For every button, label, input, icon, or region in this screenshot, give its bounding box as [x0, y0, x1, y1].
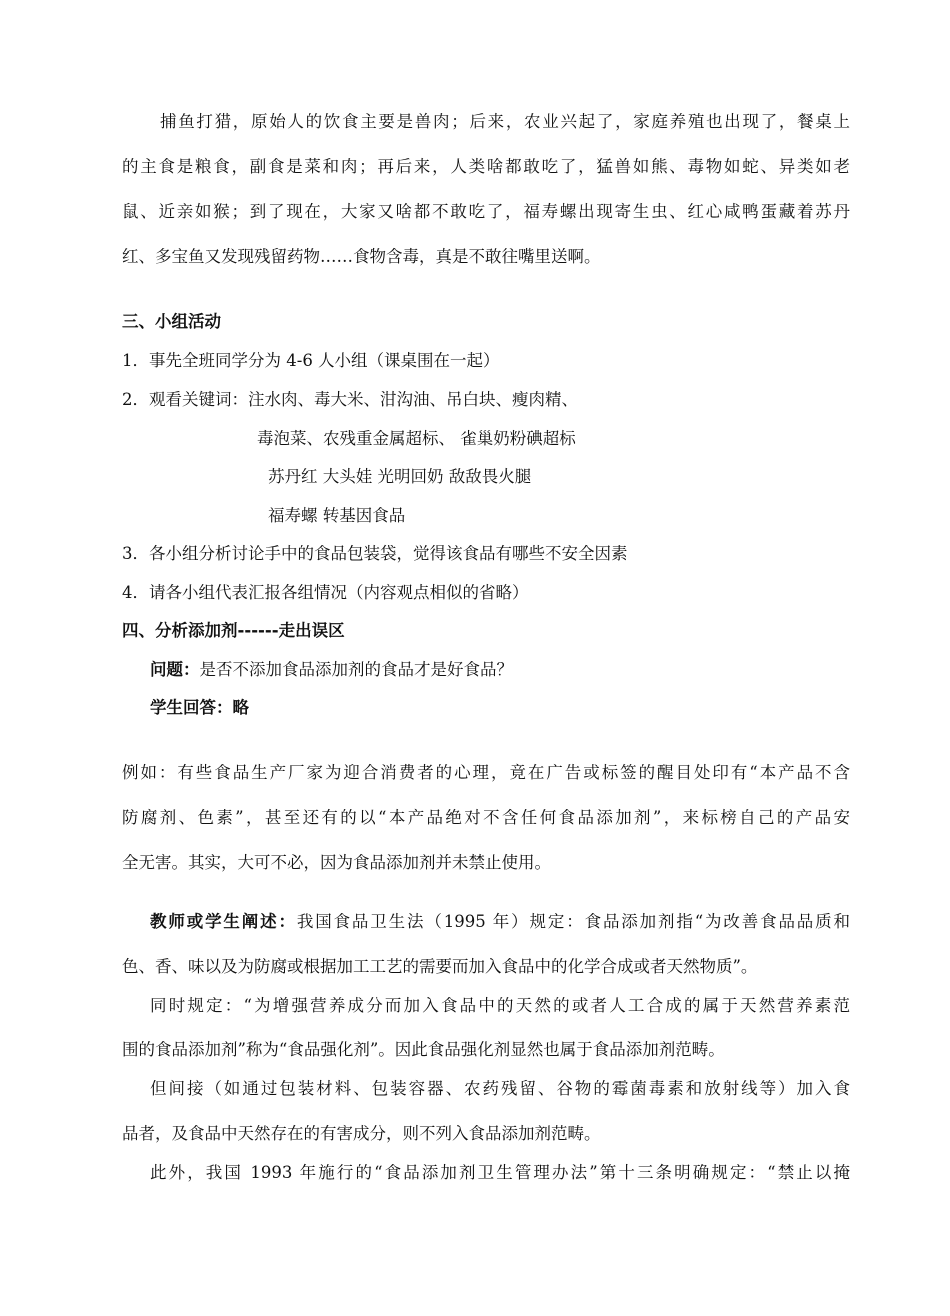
explanation-line-2: 色、香、味以及为防腐或根据加工工艺的需要而加入食品中的化学合成或者天然物质”。 [122, 957, 758, 976]
question-text: 是否不添加食品添加剂的食品才是好食品？ [199, 660, 513, 679]
section3-item-4: 4．请各小组代表汇报各组情况（内容观点相似的省略） [122, 583, 529, 602]
explanation-line-4: 围的食品添加剂”称为“食品强化剂”。因此食品强化剂显然也属于食品添加剂范畴。 [122, 1040, 725, 1059]
section3-keywords-4: 福寿螺 转基因食品 [268, 506, 406, 525]
explanation-line-1-text: 我国食品卫生法（1995 年）规定：食品添加剂指“为改善食品品质和 [296, 912, 851, 931]
section3-item-1: 1．事先全班同学分为 4-6 人小组（课桌围在一起） [122, 351, 500, 370]
explanation-line-7: 此外，我国 1993 年施行的“食品添加剂卫生管理办法”第十三条明确规定：“禁止以掩 [150, 1163, 850, 1182]
section4-heading: 四、分析添加剂------走出误区 [122, 621, 345, 640]
section3-keywords-3: 苏丹红 大头娃 光明回奶 敌敌畏火腿 [268, 467, 532, 486]
explanation-line-3: 同时规定：“为增强营养成分而加入食品中的天然的或者人工合成的属于天然营养素范 [150, 996, 850, 1015]
intro-line-2: 的主食是粮食，副食是菜和肉；再后来，人类啥都敢吃了，猛兽如熊、毒物如蛇、异类如老 [122, 157, 850, 176]
section3-heading: 三、小组活动 [122, 312, 221, 331]
intro-line-3: 鼠、近亲如猴；到了现在，大家又啥都不敢吃了，福寿螺出现寄生虫、红心咸鸭蛋藏着苏丹 [122, 202, 850, 221]
section3-item-3: 3．各小组分析讨论手中的食品包装袋，觉得该食品有哪些不安全因素 [122, 544, 628, 563]
section4-question [150, 659, 513, 681]
section4-answer: 学生回答：略 [150, 698, 249, 717]
example-line-1: 例如：有些食品生产厂家为迎合消费者的心理，竟在广告或标签的醒目处印有“本产品不含 [122, 763, 850, 782]
section3-keywords-2: 毒泡菜、农残重金属超标、 雀巢奶粉碘超标 [257, 429, 576, 448]
question-label: 问题： [150, 660, 200, 679]
explanation-line-6: 品者，及食品中天然存在的有害成分，则不列入食品添加剂范畴。 [122, 1124, 601, 1143]
example-line-2: 防腐剂、色素”，甚至还有的以“本产品绝对不含任何食品添加剂”，来标榜自己的产品安 [122, 808, 850, 827]
example-line-3: 全无害。其实，大可不必，因为食品添加剂并未禁止使用。 [122, 853, 551, 872]
intro-line-1: 捕鱼打猎，原始人的饮食主要是兽肉；后来，农业兴起了，家庭养殖也出现了，餐桌上 [160, 112, 850, 131]
explanation-label: 教师或学生阐述： [150, 912, 297, 931]
explanation-line-5: 但间接（如通过包装材料、包装容器、农药残留、谷物的霉菌毒素和放射线等）加入食 [150, 1079, 850, 1098]
explanation-line-1 [150, 911, 850, 933]
section3-item-2: 2．观看关键词：注水肉、毒大米、泔沟油、吊白块、瘦肉精、 [122, 390, 578, 409]
intro-line-4: 红、多宝鱼又发现残留药物……食物含毒，真是不敢往嘴里送啊。 [122, 247, 601, 266]
